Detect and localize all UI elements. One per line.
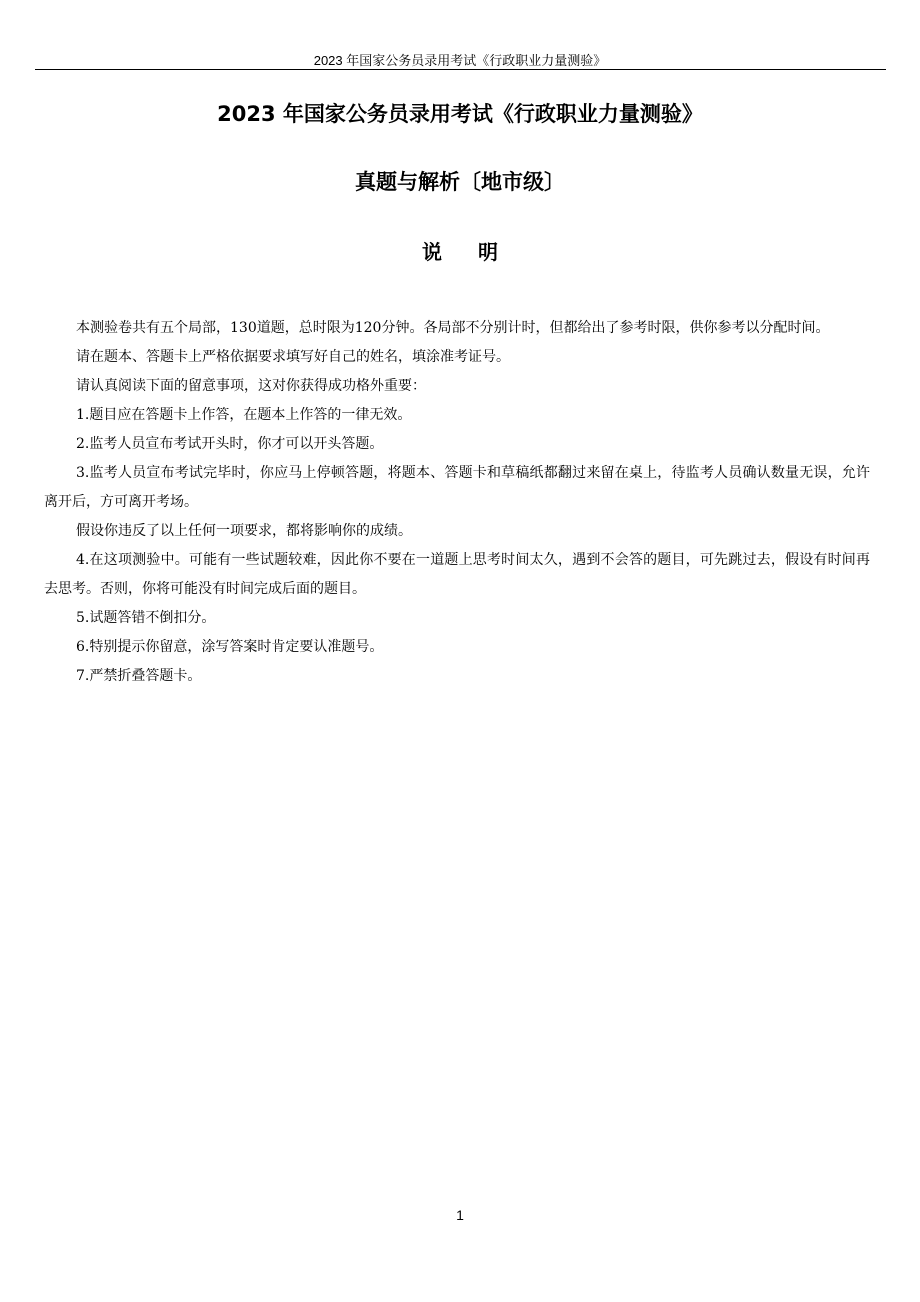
instruction-paragraph: 请认真阅读下面的留意事项，这对你获得成功格外重要： bbox=[76, 378, 426, 394]
instruction-item: 7.严禁折叠答题卡。 bbox=[76, 668, 202, 684]
document-subtitle: 真题与解析〔地市级〕 bbox=[355, 170, 565, 194]
instruction-item: 5.试题答错不倒扣分。 bbox=[76, 610, 216, 626]
header-divider bbox=[35, 69, 886, 70]
instructions-body bbox=[44, 314, 870, 691]
instruction-paragraph: 假设你违反了以上任何一项要求，都将影响你的成绩。 bbox=[76, 523, 412, 539]
instruction-paragraph: 请在题本、答题卡上严格依据要求填写好自己的姓名，填涂准考证号。 bbox=[76, 349, 510, 365]
document-title: 2023 年国家公务员录用考试《行政职业力量测验》 bbox=[217, 102, 703, 126]
instruction-item: 6.特别提示你留意，涂写答案时肯定要认准题号。 bbox=[76, 639, 384, 655]
instruction-item: 1.题目应在答题卡上作答，在题本上作答的一律无效。 bbox=[76, 407, 412, 423]
instruction-item: 3.监考人员宣布考试完毕时，你应马上停顿答题，将题本、答题卡和草稿纸都翻过来留在桌上，待监考人员确认数量无误，允许离开后，方可离开考场。 bbox=[44, 465, 870, 510]
instruction-item: 2.监考人员宣布考试开头时，你才可以开头答题。 bbox=[76, 436, 384, 452]
page-number: 1 bbox=[456, 1207, 464, 1223]
instruction-item: 4.在这项测验中。可能有一些试题较难，因此你不要在一道题上思考时间太久，遇到不会答的题目，可先跳过去，假设有时间再去思考。否则，你将可能没有时间完成后面的题目。 bbox=[44, 552, 870, 597]
section-heading: 说明 bbox=[422, 240, 534, 264]
instruction-paragraph: 本测验卷共有五个局部，130道题，总时限为120分钟。各局部不分别计时，但都给出了参考时限，供你参考以分配时间。 bbox=[76, 320, 830, 336]
running-header: 2023 年国家公务员录用考试《行政职业力量测验》 bbox=[313, 53, 607, 68]
